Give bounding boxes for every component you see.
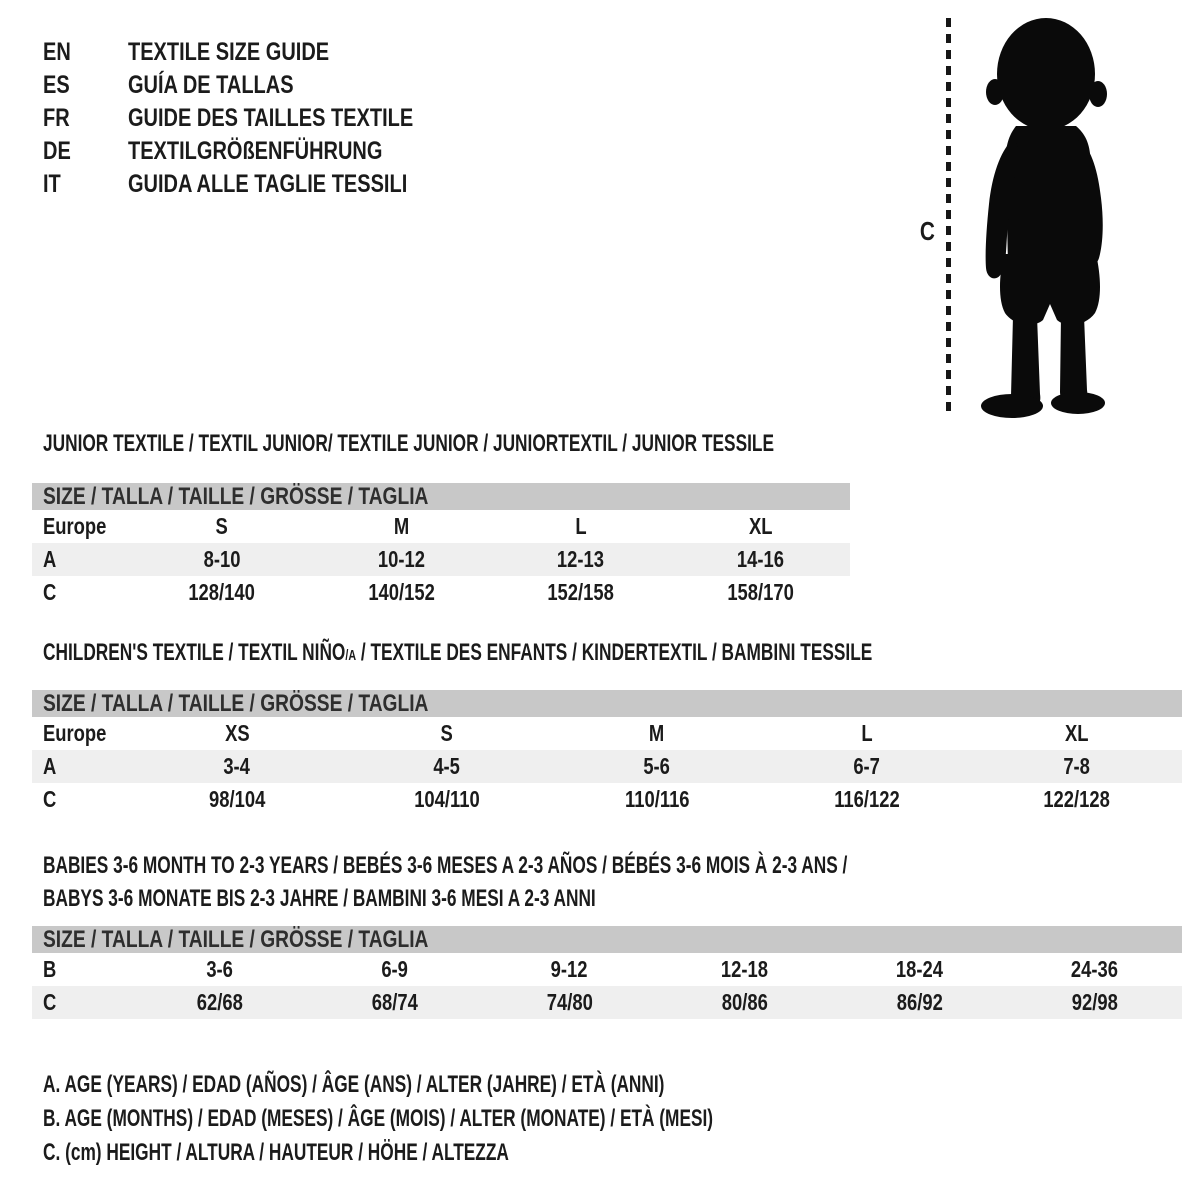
measure-legend <box>43 1068 974 1170</box>
height-value: 80/86 <box>721 989 768 1015</box>
height-value: 62/68 <box>196 989 243 1015</box>
row-label: C <box>43 579 57 605</box>
toddler-silhouette-icon <box>962 14 1132 419</box>
row-label: Europe <box>43 513 107 539</box>
size-header-label: SIZE / TALLA / TAILLE / GRÖSSE / TAGLIA <box>43 483 429 510</box>
age-value: 4-5 <box>433 753 461 779</box>
height-measure-label: C <box>919 216 935 246</box>
height-value: 158/170 <box>726 579 794 605</box>
row-label: C <box>43 989 57 1015</box>
legend-height-cm: C. (cm) HEIGHT / ALTURA / HAUTEUR / HÖHE / ALTEZZA <box>43 1139 509 1166</box>
children-section-title: CHILDREN'S TEXTILE / TEXTIL NIÑO/A / TEXTILE DES ENFANTS / KINDERTEXTIL / BAMBINI TESSILE <box>43 639 873 666</box>
row-label: C <box>43 786 57 812</box>
nino-a-subscript: /A <box>345 648 357 664</box>
height-value: 104/110 <box>414 786 480 812</box>
height-value: 86/92 <box>896 989 943 1015</box>
babies-section-title <box>43 849 1160 915</box>
junior-section-title: JUNIOR TEXTILE / TEXTIL JUNIOR/ TEXTILE JUNIOR / JUNIORTEXTIL / JUNIOR TESSILE <box>43 430 774 457</box>
size-value: S <box>440 720 454 746</box>
language-row-es <box>43 69 484 102</box>
size-header-label: SIZE / TALLA / TAILLE / GRÖSSE / TAGLIA <box>43 926 429 953</box>
size-value: L <box>861 720 873 746</box>
size-header-label: SIZE / TALLA / TAILLE / GRÖSSE / TAGLIA <box>43 690 429 717</box>
children-row-europe <box>32 717 1182 750</box>
children-row-age <box>32 750 1182 783</box>
children-size-table <box>32 690 1182 816</box>
months-value: 18-24 <box>895 956 944 982</box>
babies-title-line2: BABYS 3-6 MONATE BIS 2-3 JAHRE / BAMBINI 3-6 MESI A 2-3 ANNI <box>43 885 596 912</box>
height-value: 74/80 <box>546 989 593 1015</box>
size-value: XL <box>1065 720 1089 746</box>
row-label: A <box>43 753 57 779</box>
babies-row-months <box>32 953 1182 986</box>
row-label: B <box>43 956 57 982</box>
language-code-en: EN <box>43 38 71 66</box>
height-value: 110/116 <box>624 786 690 812</box>
age-value: 6-7 <box>853 753 881 779</box>
height-value: 92/98 <box>1071 989 1118 1015</box>
age-value: 5-6 <box>643 753 671 779</box>
months-value: 3-6 <box>206 956 233 982</box>
junior-size-header-bar <box>32 483 850 510</box>
legend-age-years: A. AGE (YEARS) / EDAD (AÑOS) / ÂGE (ANS) / ALTER (JAHRE) / ETÀ (ANNI) <box>43 1071 665 1098</box>
guide-title-de: TEXTILGRÖßENFÜHRUNG <box>127 137 383 165</box>
children-size-header-bar <box>32 690 1182 717</box>
babies-size-table <box>32 926 1182 1019</box>
height-value: 140/152 <box>367 579 435 605</box>
guide-title-it: GUIDA ALLE TAGLIE TESSILI <box>127 170 408 198</box>
children-row-height <box>32 783 1182 816</box>
language-row-it <box>43 168 484 201</box>
language-row-fr <box>43 102 484 135</box>
size-value: M <box>393 513 409 539</box>
months-value: 12-18 <box>720 956 769 982</box>
guide-title-en: TEXTILE SIZE GUIDE <box>127 38 330 66</box>
row-label: A <box>43 546 57 572</box>
language-code-it: IT <box>43 170 61 198</box>
language-title-list <box>43 36 484 201</box>
height-value: 68/74 <box>371 989 418 1015</box>
guide-title-fr: GUIDE DES TAILLES TEXTILE <box>127 104 414 132</box>
size-value: M <box>649 720 665 746</box>
junior-row-height <box>32 576 850 609</box>
age-value: 8-10 <box>203 546 241 572</box>
months-value: 24-36 <box>1070 956 1119 982</box>
language-code-de: DE <box>43 137 71 165</box>
junior-row-age <box>32 543 850 576</box>
age-value: 10-12 <box>377 546 425 572</box>
size-value: XL <box>748 513 772 539</box>
babies-size-header-bar <box>32 926 1182 953</box>
babies-title-line1: BABIES 3-6 MONTH TO 2-3 YEARS / BEBÉS 3-6 MESES A 2-3 AÑOS / BÉBÉS 3-6 MOIS À 2-3 ANS / <box>43 852 848 879</box>
age-value: 3-4 <box>223 753 251 779</box>
height-value: 152/158 <box>547 579 614 605</box>
height-value: 116/122 <box>834 786 900 812</box>
language-row-de <box>43 135 484 168</box>
height-value: 128/140 <box>188 579 255 605</box>
junior-row-europe <box>32 510 850 543</box>
age-value: 12-13 <box>557 546 605 572</box>
size-value: S <box>215 513 228 539</box>
language-row-en <box>43 36 484 69</box>
height-measure-dashed-line <box>946 18 951 416</box>
junior-size-table <box>32 483 850 609</box>
legend-age-months: B. AGE (MONTHS) / EDAD (MESES) / ÂGE (MOIS) / ALTER (MONATE) / ETÀ (MESI) <box>43 1105 714 1132</box>
age-value: 14-16 <box>736 546 784 572</box>
row-label: Europe <box>43 720 107 746</box>
size-value: L <box>575 513 587 539</box>
months-value: 6-9 <box>381 956 408 982</box>
age-value: 7-8 <box>1063 753 1091 779</box>
language-code-fr: FR <box>43 104 70 132</box>
language-code-es: ES <box>43 71 70 99</box>
months-value: 9-12 <box>551 956 588 982</box>
height-value: 122/128 <box>1043 786 1111 812</box>
height-value: 98/104 <box>208 786 266 812</box>
guide-title-es: GUÍA DE TALLAS <box>127 71 294 99</box>
babies-row-height <box>32 986 1182 1019</box>
size-value: XS <box>224 720 250 746</box>
